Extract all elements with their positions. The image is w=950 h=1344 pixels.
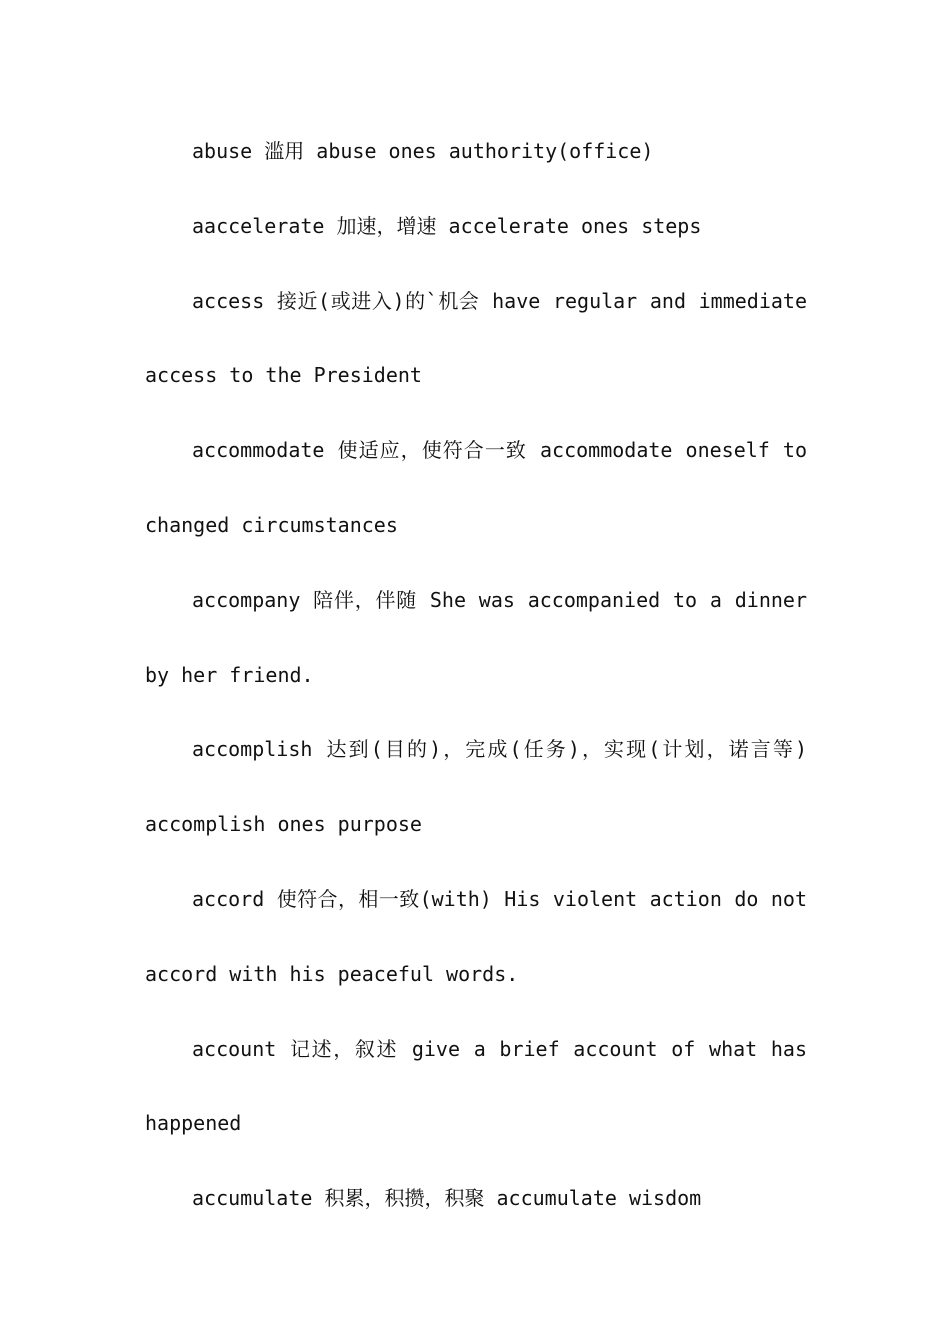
entry-accumulate: accumulate 积累，积攒，积聚 accumulate wisdom: [192, 1186, 702, 1211]
entry-accompany: accompany 陪伴，伴随 She was accompanied to a dinner by her friend.: [145, 587, 807, 687]
entry-abuse: abuse 滥用 abuse ones authority(office): [192, 139, 654, 163]
entry-access: access 接近(或进入)的`机会 have regular and immediate access to the President: [145, 288, 807, 388]
entry-account: account 记述，叙述 give a brief account of what has happened: [145, 1036, 807, 1136]
vocabulary-list: [145, 114, 807, 1236]
entry-accelerate: aaccelerate 加速，增速 accelerate ones steps: [192, 213, 702, 238]
entry-accommodate: accommodate 使适应，使符合一致 accommodate oneself to changed circumstances: [145, 438, 807, 537]
entry-accomplish: accomplish 达到(目的)，完成(任务)，实现(计划，诺言等) accomplish ones purpose: [145, 737, 807, 837]
entry-accord: accord 使符合，相一致(with) His violent action do not accord with his peaceful words.: [145, 886, 807, 986]
